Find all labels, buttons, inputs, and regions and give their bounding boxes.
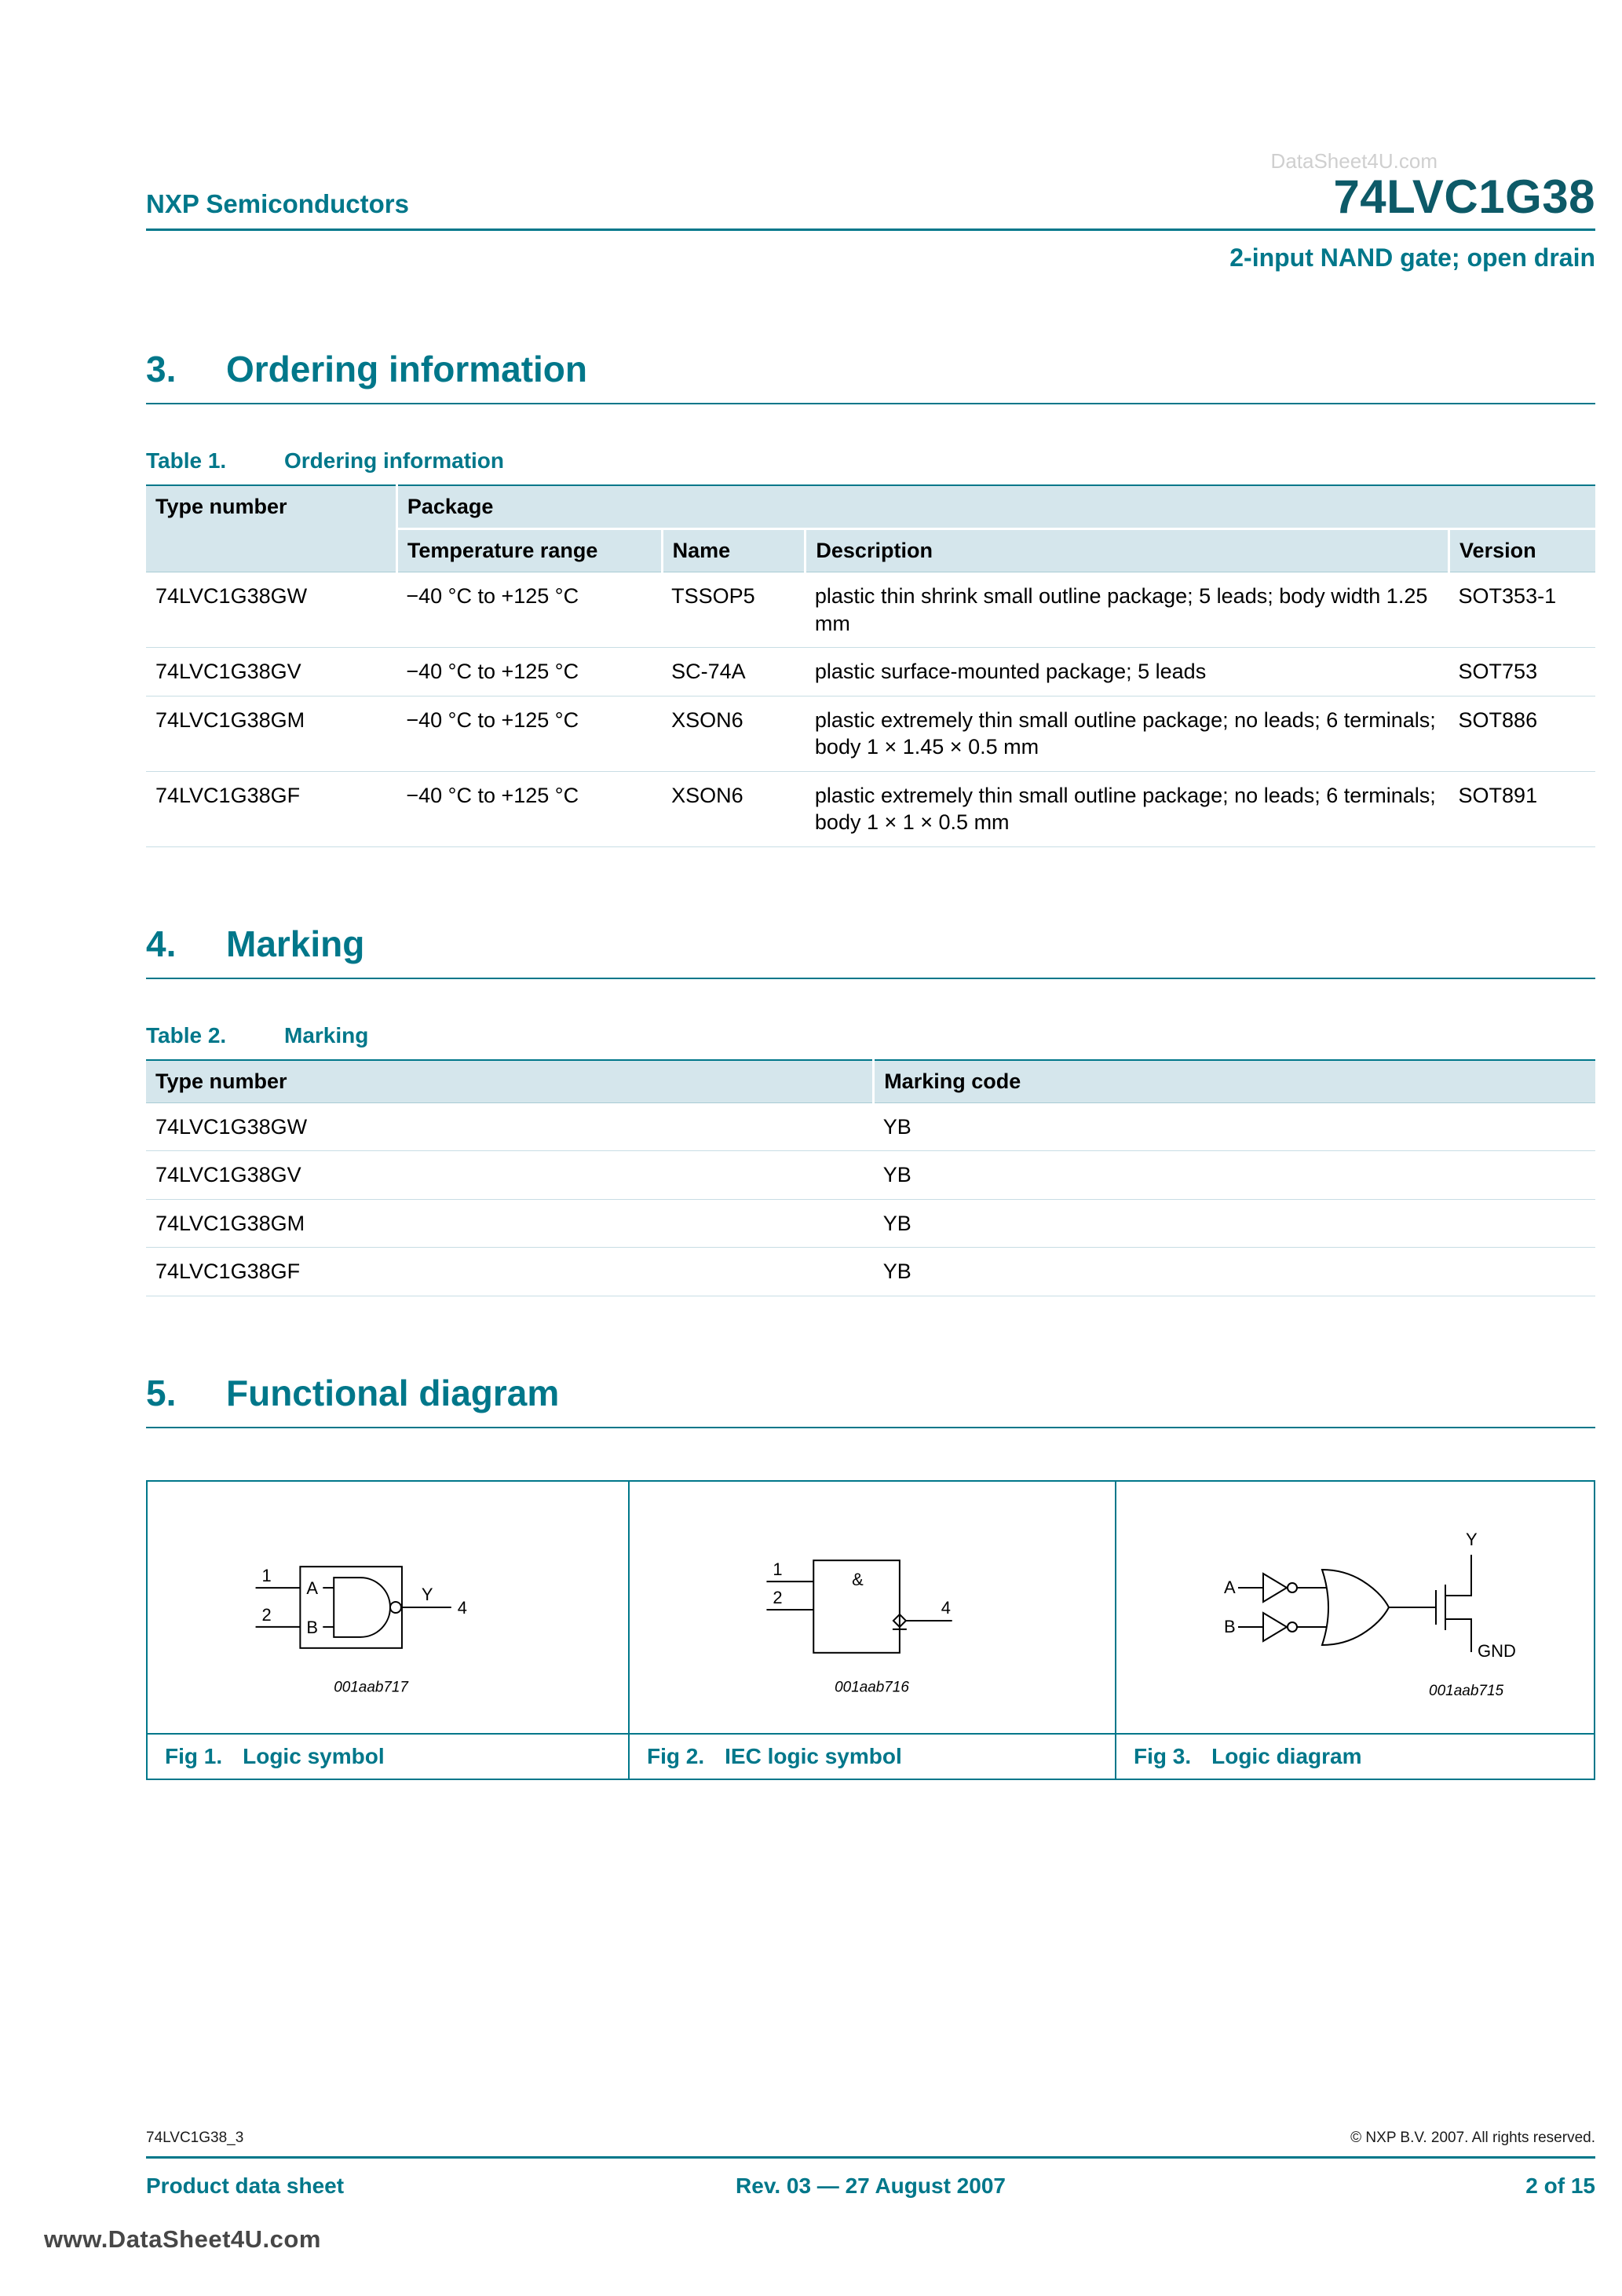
gnd-label: GND [1478, 1641, 1516, 1662]
page-content [146, 0, 1595, 1780]
cell-temperature-range: −40 °C to +125 °C [396, 771, 662, 846]
section-number: 5. [146, 1373, 177, 1414]
brand-row [146, 170, 1595, 224]
cell-marking-code: YB [874, 1199, 1595, 1248]
col-header-temperature-range: Temperature range [396, 529, 662, 572]
table-row [146, 572, 1595, 648]
cell-type-number: 74LVC1G38GW [146, 572, 396, 648]
section-heading-functional-diagram [146, 1372, 1595, 1414]
figure-ref: 001aab717 [334, 1679, 408, 1696]
table-row [146, 1248, 1595, 1296]
pin-label: 2 [261, 1604, 272, 1625]
section-rule [146, 1427, 1595, 1428]
cell-description: plastic extremely thin small outline package; no leads; 6 terminals; body 1 × 1.45 × 0.5 mm [806, 696, 1449, 771]
figure-ref: 001aab715 [1429, 1683, 1504, 1700]
table-row [146, 771, 1595, 846]
cell-type-number: 74LVC1G38GW [146, 1102, 874, 1151]
footer-bar [146, 2174, 1595, 2199]
table1-caption [146, 448, 1595, 473]
iec-symbol-drawing [630, 1482, 1115, 1733]
table-row [146, 696, 1595, 771]
footer-meta [146, 2130, 1595, 2147]
fig1-caption [148, 1733, 630, 1779]
cell-package-name: XSON6 [662, 771, 806, 846]
table-row [146, 1102, 1595, 1151]
pin-label: 4 [457, 1597, 467, 1618]
document-type: Product data sheet [146, 2174, 345, 2198]
input-label-a: A [1224, 1578, 1236, 1598]
cell-temperature-range: −40 °C to +125 °C [396, 572, 662, 648]
cell-type-number: 74LVC1G38GF [146, 1248, 874, 1296]
col-header-type-number: Type number [146, 485, 396, 572]
cell-description: plastic surface-mounted package; 5 leads [806, 648, 1449, 696]
cell-type-number: 74LVC1G38GF [146, 771, 396, 846]
cell-version: SOT353-1 [1449, 572, 1595, 648]
site-watermark: www.DataSheet4U.com [44, 2225, 321, 2253]
logic-diagram-drawing [1116, 1482, 1594, 1733]
fig2-iec-logic-symbol [630, 1482, 1116, 1733]
figure-grid [146, 1480, 1595, 1780]
cell-version: SOT753 [1449, 648, 1595, 696]
section-title: Ordering information [226, 349, 587, 389]
cell-package-name: XSON6 [662, 696, 806, 771]
pin-label: 1 [261, 1566, 272, 1586]
logic-symbol-drawing [148, 1482, 628, 1733]
header-rule [146, 229, 1595, 231]
output-label-y: Y [421, 1585, 433, 1605]
and-symbol-label: & [852, 1570, 864, 1590]
table1-caption-title: Ordering information [284, 448, 504, 473]
col-header-version: Version [1449, 529, 1595, 572]
document-id: 74LVC1G38_3 [146, 2130, 244, 2146]
figure-ref: 001aab716 [835, 1679, 909, 1696]
copyright-notice: © NXP B.V. 2007. All rights reserved. [1350, 2130, 1595, 2146]
table1-caption-label: Table 1. [146, 448, 227, 473]
fig3-logic-diagram [1116, 1482, 1594, 1733]
fig2-caption-title: IEC logic symbol [725, 1744, 902, 1769]
fig2-caption-label: Fig 2. [647, 1744, 705, 1769]
section-number: 3. [146, 349, 177, 389]
fig3-caption-label: Fig 3. [1134, 1744, 1192, 1769]
vendor-name: NXP Semiconductors [146, 189, 409, 218]
fig1-caption-label: Fig 1. [165, 1744, 223, 1769]
pin-label: 2 [773, 1588, 783, 1608]
fig1-logic-symbol [148, 1482, 630, 1733]
cell-marking-code: YB [874, 1102, 1595, 1151]
cell-type-number: 74LVC1G38GV [146, 1151, 874, 1200]
input-label-b: B [1224, 1617, 1236, 1637]
revision-date: Rev. 03 — 27 August 2007 [736, 2174, 1006, 2198]
col-header-marking-code: Marking code [874, 1060, 1595, 1103]
section-rule [146, 403, 1595, 404]
cell-description: plastic thin shrink small outline package; 5 leads; body width 1.25 mm [806, 572, 1449, 648]
cell-marking-code: YB [874, 1151, 1595, 1200]
col-header-description: Description [806, 529, 1449, 572]
cell-type-number: 74LVC1G38GM [146, 1199, 874, 1248]
cell-type-number: 74LVC1G38GV [146, 648, 396, 696]
footer-rule [146, 2156, 1595, 2159]
functional-diagram-figures [146, 1480, 1595, 1780]
part-subtitle: 2-input NAND gate; open drain [1229, 243, 1595, 272]
section-heading-marking [146, 923, 1595, 965]
table-row [146, 648, 1595, 696]
input-label-b: B [306, 1617, 318, 1637]
col-header-type-number: Type number [146, 1060, 874, 1103]
cell-description: plastic extremely thin small outline package; no leads; 6 terminals; body 1 × 1 × 0.5 mm [806, 771, 1449, 846]
pin-label: 1 [773, 1559, 783, 1580]
cell-package-name: SC-74A [662, 648, 806, 696]
section-rule [146, 978, 1595, 979]
input-label-a: A [306, 1578, 318, 1599]
table-row [146, 1199, 1595, 1248]
cell-temperature-range: −40 °C to +125 °C [396, 696, 662, 771]
col-header-name: Name [662, 529, 806, 572]
cell-package-name: TSSOP5 [662, 572, 806, 648]
table-row [146, 1151, 1595, 1200]
fig3-caption [1116, 1733, 1594, 1779]
marking-table [146, 1059, 1595, 1296]
page-header [146, 170, 1595, 272]
section-title: Marking [226, 923, 365, 964]
page-number: 2 of 15 [1525, 2174, 1595, 2198]
pin-label: 4 [941, 1597, 951, 1618]
part-number-title: 74LVC1G38 [1333, 170, 1595, 223]
table2-caption-title: Marking [284, 1022, 369, 1047]
cell-marking-code: YB [874, 1248, 1595, 1296]
section-title: Functional diagram [226, 1373, 560, 1414]
col-header-package: Package [396, 485, 1595, 529]
fig2-caption [630, 1733, 1116, 1779]
cell-type-number: 74LVC1G38GM [146, 696, 396, 771]
section-number: 4. [146, 923, 177, 964]
ordering-table [146, 484, 1595, 847]
fig3-caption-title: Logic diagram [1211, 1744, 1362, 1769]
table2-caption [146, 1023, 1595, 1048]
cell-version: SOT886 [1449, 696, 1595, 771]
cell-temperature-range: −40 °C to +125 °C [396, 648, 662, 696]
output-label-y: Y [1466, 1530, 1478, 1550]
section-heading-ordering [146, 348, 1595, 390]
table2-caption-label: Table 2. [146, 1022, 227, 1047]
cell-version: SOT891 [1449, 771, 1595, 846]
fig1-caption-title: Logic symbol [243, 1744, 385, 1769]
watermark-top: DataSheet4U.com [1270, 149, 1438, 173]
